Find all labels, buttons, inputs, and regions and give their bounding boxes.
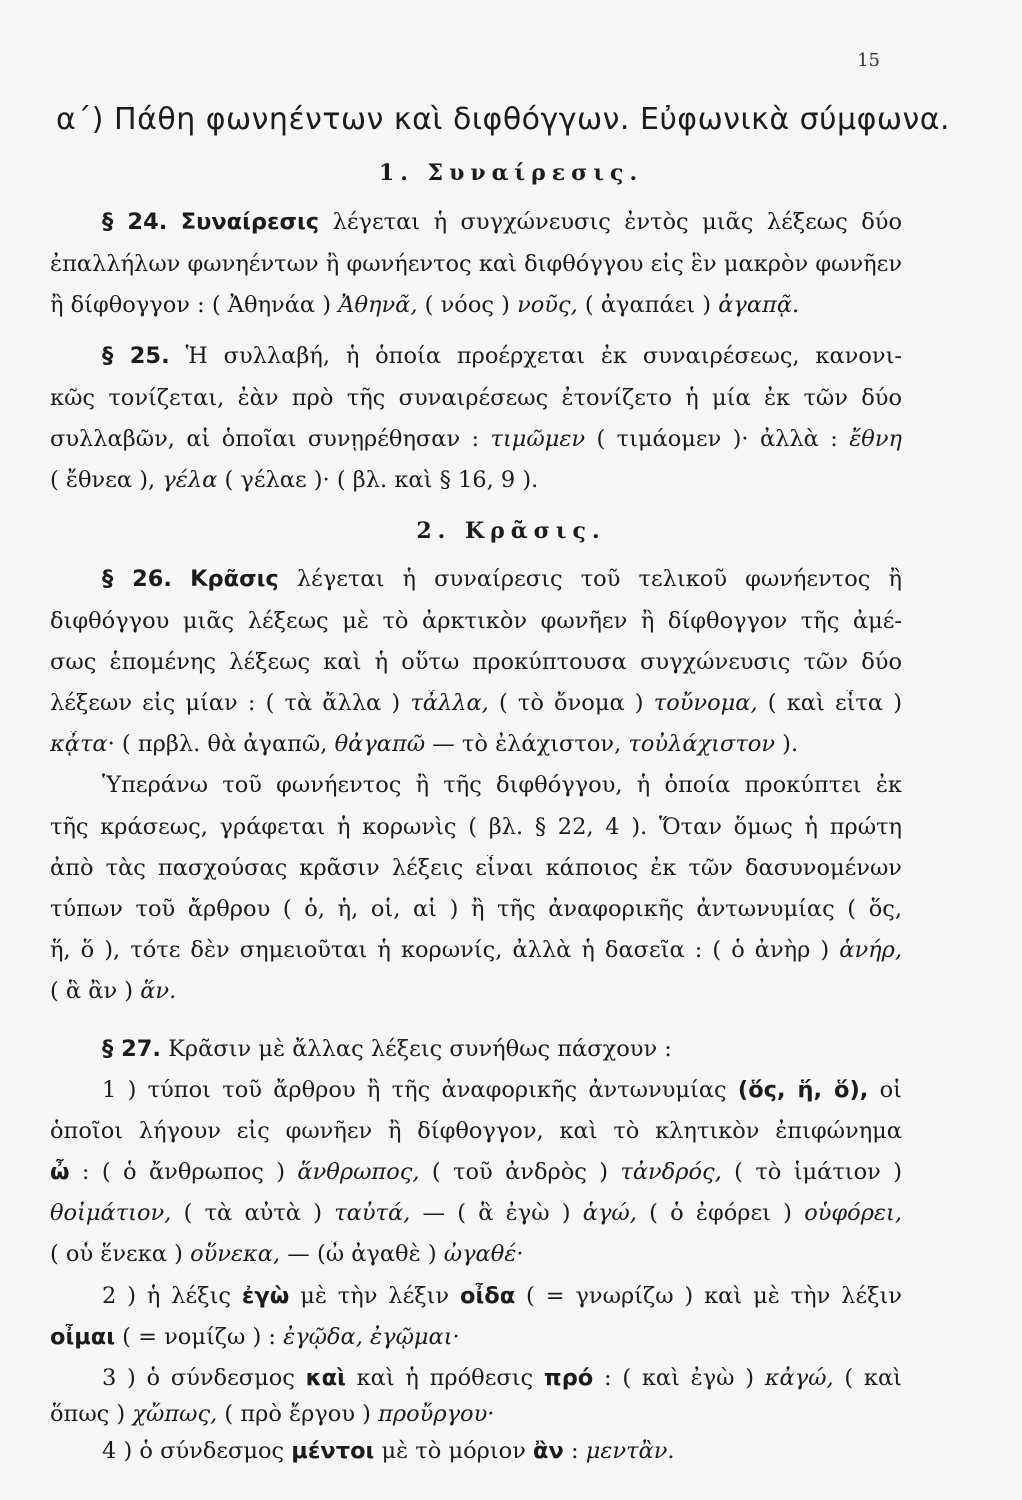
paragraph-26-line-4: λέξεων εἰς μίαν : ( τὰ ἄλλα ) τἆλλα, ( τὸ ὄνομα ) τοὔνομα, ( καὶ εἶτα )	[50, 690, 902, 716]
paragraph-27-item-1-line-2: ὁποῖοι λήγουν εἰς φωνῆεν ἢ δίφθογγον, καὶ τὸ κλητικὸν ἐπιφώνημα	[50, 1118, 902, 1144]
section-heading-krasis: 2. Κρᾶσις.	[416, 518, 606, 544]
paragraph-number: § 26.	[102, 566, 172, 592]
paragraph-number: § 25.	[102, 343, 170, 369]
paragraph-26-line-11: ( ἃ ἂν ) ἅν.	[50, 978, 177, 1004]
paragraph-27-item-1-line-4: θοἰμάτιον, ( τὰ αὐτὰ ) ταὐτά, — ( ἃ ἐγὼ ) ἁγώ, ( ὁ ἐφόρει ) οὑφόρει,	[50, 1200, 902, 1226]
paragraph-27-item-4-line-1: 4 ) ὁ σύνδεσμος μέντοι μὲ τὸ μόριον ἂν : μεντἂν.	[102, 1438, 675, 1464]
paragraph-24-line-3: ἢ δίφθογγον : ( Ἀθηνάα ) Ἀθηνᾶ, ( νόος ) νοῦς, ( ἀγαπάει ) ἀγαπᾷ.	[50, 292, 800, 318]
paragraph-26-line-3: σως ἑπομένης λέξεως καὶ ἡ οὕτω προκύπτουσα συγχώνευσις τῶν δύο	[50, 649, 902, 675]
paragraph-26-line-8: ἀπὸ τὰς πασχούσας κρᾶσιν λέξεις εἶναι κάποιος ἐκ τῶν δασυνομένων	[50, 855, 902, 881]
paragraph-24-line-1: § 24. Συναίρεσις λέγεται ἡ συγχώνευσις ἐντὸς μιᾶς λέξεως δύο	[102, 209, 902, 235]
paragraph-27-item-3-line-2: ὅπως ) χὤπως, ( πρὸ ἔργου ) προὔργου·	[50, 1401, 495, 1427]
paragraph-26-line-6: Ὑπεράνω τοῦ φωνήεντος ἢ τῆς διφθόγγου, ἡ ὁποία προκύπτει ἐκ	[102, 772, 902, 798]
paragraph-26-line-10: ἥ, ὅ ), τότε δὲν σημειοῦται ἡ κορωνίς, ἀλλὰ ἡ δασεῖα : ( ὁ ἀνὴρ ) ἁνήρ,	[50, 937, 902, 963]
paragraph-27-item-2-line-1: 2 ) ἡ λέξις ἐγὼ μὲ τὴν λέξιν οἶδα ( = γνωρίζω ) καὶ μὲ τὴν λέξιν	[102, 1283, 902, 1309]
paragraph-number: § 24.	[102, 209, 168, 235]
paragraph-25-line-1: § 25. Ἡ συλλαβή, ἡ ὁποία προέρχεται ἐκ συναιρέσεως, κανονι-	[102, 343, 902, 369]
paragraph-27-item-1-line-5: ( οὗ ἕνεκα ) οὕνεκα, — (ὦ ἀγαθὲ ) ὠγαθέ·	[50, 1241, 524, 1267]
page-number: 15	[857, 50, 880, 71]
paragraph-27-item-1-line-1: 1 ) τύποι τοῦ ἄρθρου ἢ τῆς ἀναφορικῆς ἀντωνυμίας (ὅς, ἥ, ὅ), οἱ	[102, 1077, 902, 1103]
chapter-title: α΄) Πάθη φωνηέντων καὶ διφθόγγων. Εὐφωνικὰ σύμφωνα.	[56, 102, 951, 137]
paragraph-27-item-2-line-2: οἶμαι ( = νομίζω ) : ἐγῷδα, ἐγῷμαι·	[50, 1324, 460, 1350]
paragraph-27-item-1-line-3: ὦ : ( ὁ ἄνθρωπος ) ἅνθρωπος, ( τοῦ ἀνδρὸς ) τἀνδρός, ( τὸ ἱμάτιον )	[50, 1159, 902, 1185]
paragraph-26-line-1: § 26. Κρᾶσις λέγεται ἡ συναίρεσις τοῦ τελικοῦ φωνήεντος ἢ	[102, 566, 902, 592]
paragraph-26-line-9: τύπων τοῦ ἄρθρου ( ὁ, ἡ, οἱ, αἱ ) ἢ τῆς ἀναφορικῆς ἀντωνυμίας ( ὅς,	[50, 896, 902, 922]
paragraph-26-line-2: διφθόγγου μιᾶς λέξεως μὲ τὸ ἀρκτικὸν φωνῆεν ἢ δίφθογγον τῆς ἀμέ-	[50, 608, 902, 634]
term-krasis: Κρᾶσις	[190, 566, 279, 592]
paragraph-25-line-2: κῶς τονίζεται, ἐὰν πρὸ τῆς συναιρέσεως ἐτονίζετο ἡ μία ἐκ τῶν δύο	[50, 385, 902, 411]
paragraph-27-line-1: § 27. Κρᾶσιν μὲ ἄλλας λέξεις συνήθως πάσχουν :	[102, 1036, 672, 1062]
paragraph-25-line-3: συλλαβῶν, αἱ ὁποῖαι συνῃρέθησαν : τιμῶμεν ( τιμάομεν )· ἀλλὰ : ἔθνη	[50, 426, 902, 452]
paragraph-25-line-4: ( ἔθνεα ), γέλα ( γέλαε )· ( βλ. καὶ § 16, 9 ).	[50, 467, 539, 493]
paragraph-number: § 27.	[102, 1036, 161, 1062]
term-synairesis: Συναίρεσις	[180, 209, 320, 235]
paragraph-26-line-5: κᾆτα· ( πρβλ. θὰ ἀγαπῶ, θἀγαπῶ — τὸ ἐλάχιστον, τοὐλάχιστον ).	[50, 731, 799, 757]
section-heading-synairesis: 1. Συναίρεσις.	[378, 160, 644, 186]
paragraph-27-item-3-line-1: 3 ) ὁ σύνδεσμος καὶ καὶ ἡ πρόθεσις πρό : ( καὶ ἐγὼ ) κἀγώ, ( καὶ	[102, 1365, 902, 1391]
paragraph-26-line-7: τῆς κράσεως, γράφεται ἡ κορωνὶς ( βλ. § 22, 4 ). Ὅταν ὅμως ἡ πρώτη	[50, 814, 902, 840]
paragraph-24-line-2: ἐπαλλήλων φωνηέντων ἢ φωνήεντος καὶ διφθόγγου εἰς ἓν μακρὸν φωνῆεν	[50, 251, 902, 277]
